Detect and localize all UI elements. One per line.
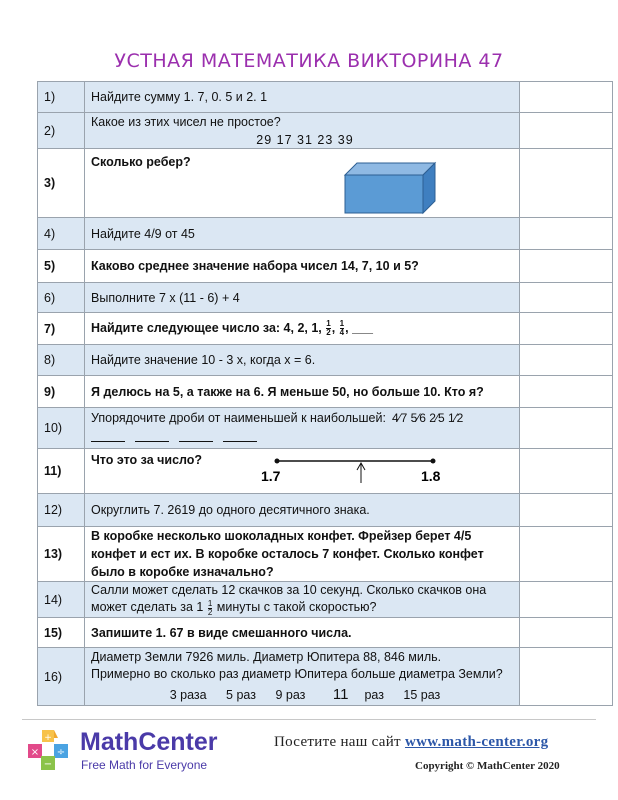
answer-cell[interactable] [520, 449, 613, 494]
question-row-2 [38, 113, 613, 149]
answer-cell[interactable] [520, 494, 613, 527]
answer-cell[interactable] [520, 283, 613, 313]
visit-site-text [274, 734, 548, 751]
footer-divider [22, 719, 596, 720]
question-row-8 [38, 345, 613, 376]
question-row-12 [38, 494, 613, 527]
svg-text:+: + [44, 733, 52, 743]
question-number: 16) [38, 648, 85, 706]
question-text: Найдите сумму 1. 7, 0. 5 и 2. 1 [85, 82, 520, 113]
answer-choices [91, 686, 519, 704]
question-text: Запишите 1. 67 в виде смешанного числа. [85, 618, 520, 648]
answer-blank: , ___ [345, 320, 373, 335]
answer-cell[interactable] [520, 113, 613, 149]
answer-cell[interactable] [520, 408, 613, 449]
question-number: 4) [38, 218, 85, 250]
question-text: Найдите 4/9 от 45 [85, 218, 520, 250]
choice-unit: раз [364, 688, 384, 702]
question-number: 2) [38, 113, 85, 149]
question-number: 15) [38, 618, 85, 648]
answer-cell[interactable] [520, 345, 613, 376]
question-text: Что это за число? [91, 453, 203, 467]
question-row-16 [38, 648, 613, 706]
question-text: Найдите следующее число за: 4, 2, 1, [91, 320, 322, 335]
answer-cell[interactable] [520, 149, 613, 218]
brand-name: MathCenter [80, 728, 218, 756]
question-text-line-1: Салли может сделать 12 скачков за 10 секунд. Сколько скачков она [91, 583, 487, 598]
question-number: 3) [38, 149, 85, 218]
fraction-list: 4⁄7 5⁄6 2⁄5 1⁄2 [391, 411, 464, 425]
question-number: 10) [38, 408, 85, 449]
question-text: Найдите значение 10 - 3 x, когда x = 6. [85, 345, 520, 376]
question-number: 7) [38, 313, 85, 345]
question-row-5 [38, 250, 613, 283]
question-number: 11) [38, 449, 85, 494]
question-number: 12) [38, 494, 85, 527]
cuboid-image [343, 161, 439, 215]
number-line [255, 453, 455, 491]
question-row-4 [38, 218, 613, 250]
mathcenter-logo-icon [24, 726, 72, 774]
brand-tagline: Free Math for Everyone [81, 758, 208, 772]
question-text: Я делюсь на 5, а также на 6. Я меньше 50, но больше 10. Кто я? [85, 376, 520, 408]
question-number: 5) [38, 250, 85, 283]
quiz-title: УСТНАЯ МАТЕМАТИКА ВИКТОРИНА 47 [114, 50, 504, 72]
question-row-6 [38, 283, 613, 313]
number-options: 29 17 31 23 39 [256, 132, 354, 147]
website-link[interactable]: www.math-center.org [404, 734, 549, 750]
number-line-right-label: 1.8 [421, 468, 441, 484]
answer-cell[interactable] [520, 82, 613, 113]
fraction-half: $\frac{1}{2}$ [207, 598, 213, 617]
question-text: В коробке несколько шоколадных конфет. Фрейзер берет 4/5 конфет и ест их. В коробке осталось 7 конфет. Сколько конфет было в коробке изначально? [85, 527, 520, 582]
answer-cell[interactable] [520, 250, 613, 283]
question-row-1 [38, 82, 613, 113]
fraction-quarter: $\frac{1}{4}$ [339, 319, 345, 337]
question-row-13 [38, 527, 613, 582]
question-number: 14) [38, 582, 85, 618]
svg-text:×: × [30, 747, 40, 758]
question-row-11 [38, 449, 613, 494]
visit-label: Посетите наш сайт [274, 734, 401, 750]
choice: 15 раз [403, 688, 441, 702]
question-row-15 [38, 618, 613, 648]
question-text: Упорядочите дроби от наименьшей к наибольшей: [91, 411, 386, 425]
answer-blanks [91, 431, 519, 445]
answer-cell[interactable] [520, 648, 613, 706]
question-number: 9) [38, 376, 85, 408]
answer-cell[interactable] [520, 218, 613, 250]
question-row-3 [38, 149, 613, 218]
svg-text:÷: ÷ [56, 747, 66, 758]
answer-cell[interactable] [520, 376, 613, 408]
question-row-9 [38, 376, 613, 408]
question-text-line-2-end: минуты с такой скоростью? [216, 600, 377, 615]
question-text: Сколько ребер? [91, 155, 191, 169]
choice: 11 [332, 686, 349, 703]
answer-cell[interactable] [520, 527, 613, 582]
svg-text:−: − [43, 759, 53, 770]
answer-cell[interactable] [520, 582, 613, 618]
question-text-line-2: Примерно во сколько раз диаметр Юпитера больше диаметра Земли? [91, 667, 503, 681]
question-row-10 [38, 408, 613, 449]
answer-cell[interactable] [520, 618, 613, 648]
choice: 9 раз [275, 688, 306, 702]
question-text-line-2: может сделать за 1 [91, 600, 204, 615]
question-text-line-1: Диаметр Земли 7926 миль. Диаметр Юпитера 88, 846 миль. [91, 650, 442, 664]
choice: 5 раз [226, 688, 256, 702]
question-number: 13) [38, 527, 85, 582]
quiz-table [37, 81, 613, 706]
fraction-half: $\frac{1}{2}$ [326, 319, 331, 337]
question-text: Какое из этих чисел не простое? [91, 114, 281, 129]
question-number: 1) [38, 82, 85, 113]
question-text: Каково среднее значение набора чисел 14, 7, 10 и 5? [85, 250, 520, 283]
copyright: Copyright © MathCenter 2020 [415, 760, 560, 772]
question-row-7: 7) Найдите следующее число за: 4, 2, 1, $\frac{1}{2}$ , $\frac{1}{4}$ , ___ [38, 313, 613, 345]
question-number: 8) [38, 345, 85, 376]
question-number: 6) [38, 283, 85, 313]
answer-cell[interactable] [520, 313, 613, 345]
question-row-14 [38, 582, 613, 618]
number-line-left-label: 1.7 [261, 468, 281, 484]
question-text: Выполните 7 x (11 - 6) + 4 [85, 283, 520, 313]
question-text: Округлить 7. 2619 до одного десятичного знака. [85, 494, 520, 527]
choice: 3 раза [169, 688, 207, 702]
